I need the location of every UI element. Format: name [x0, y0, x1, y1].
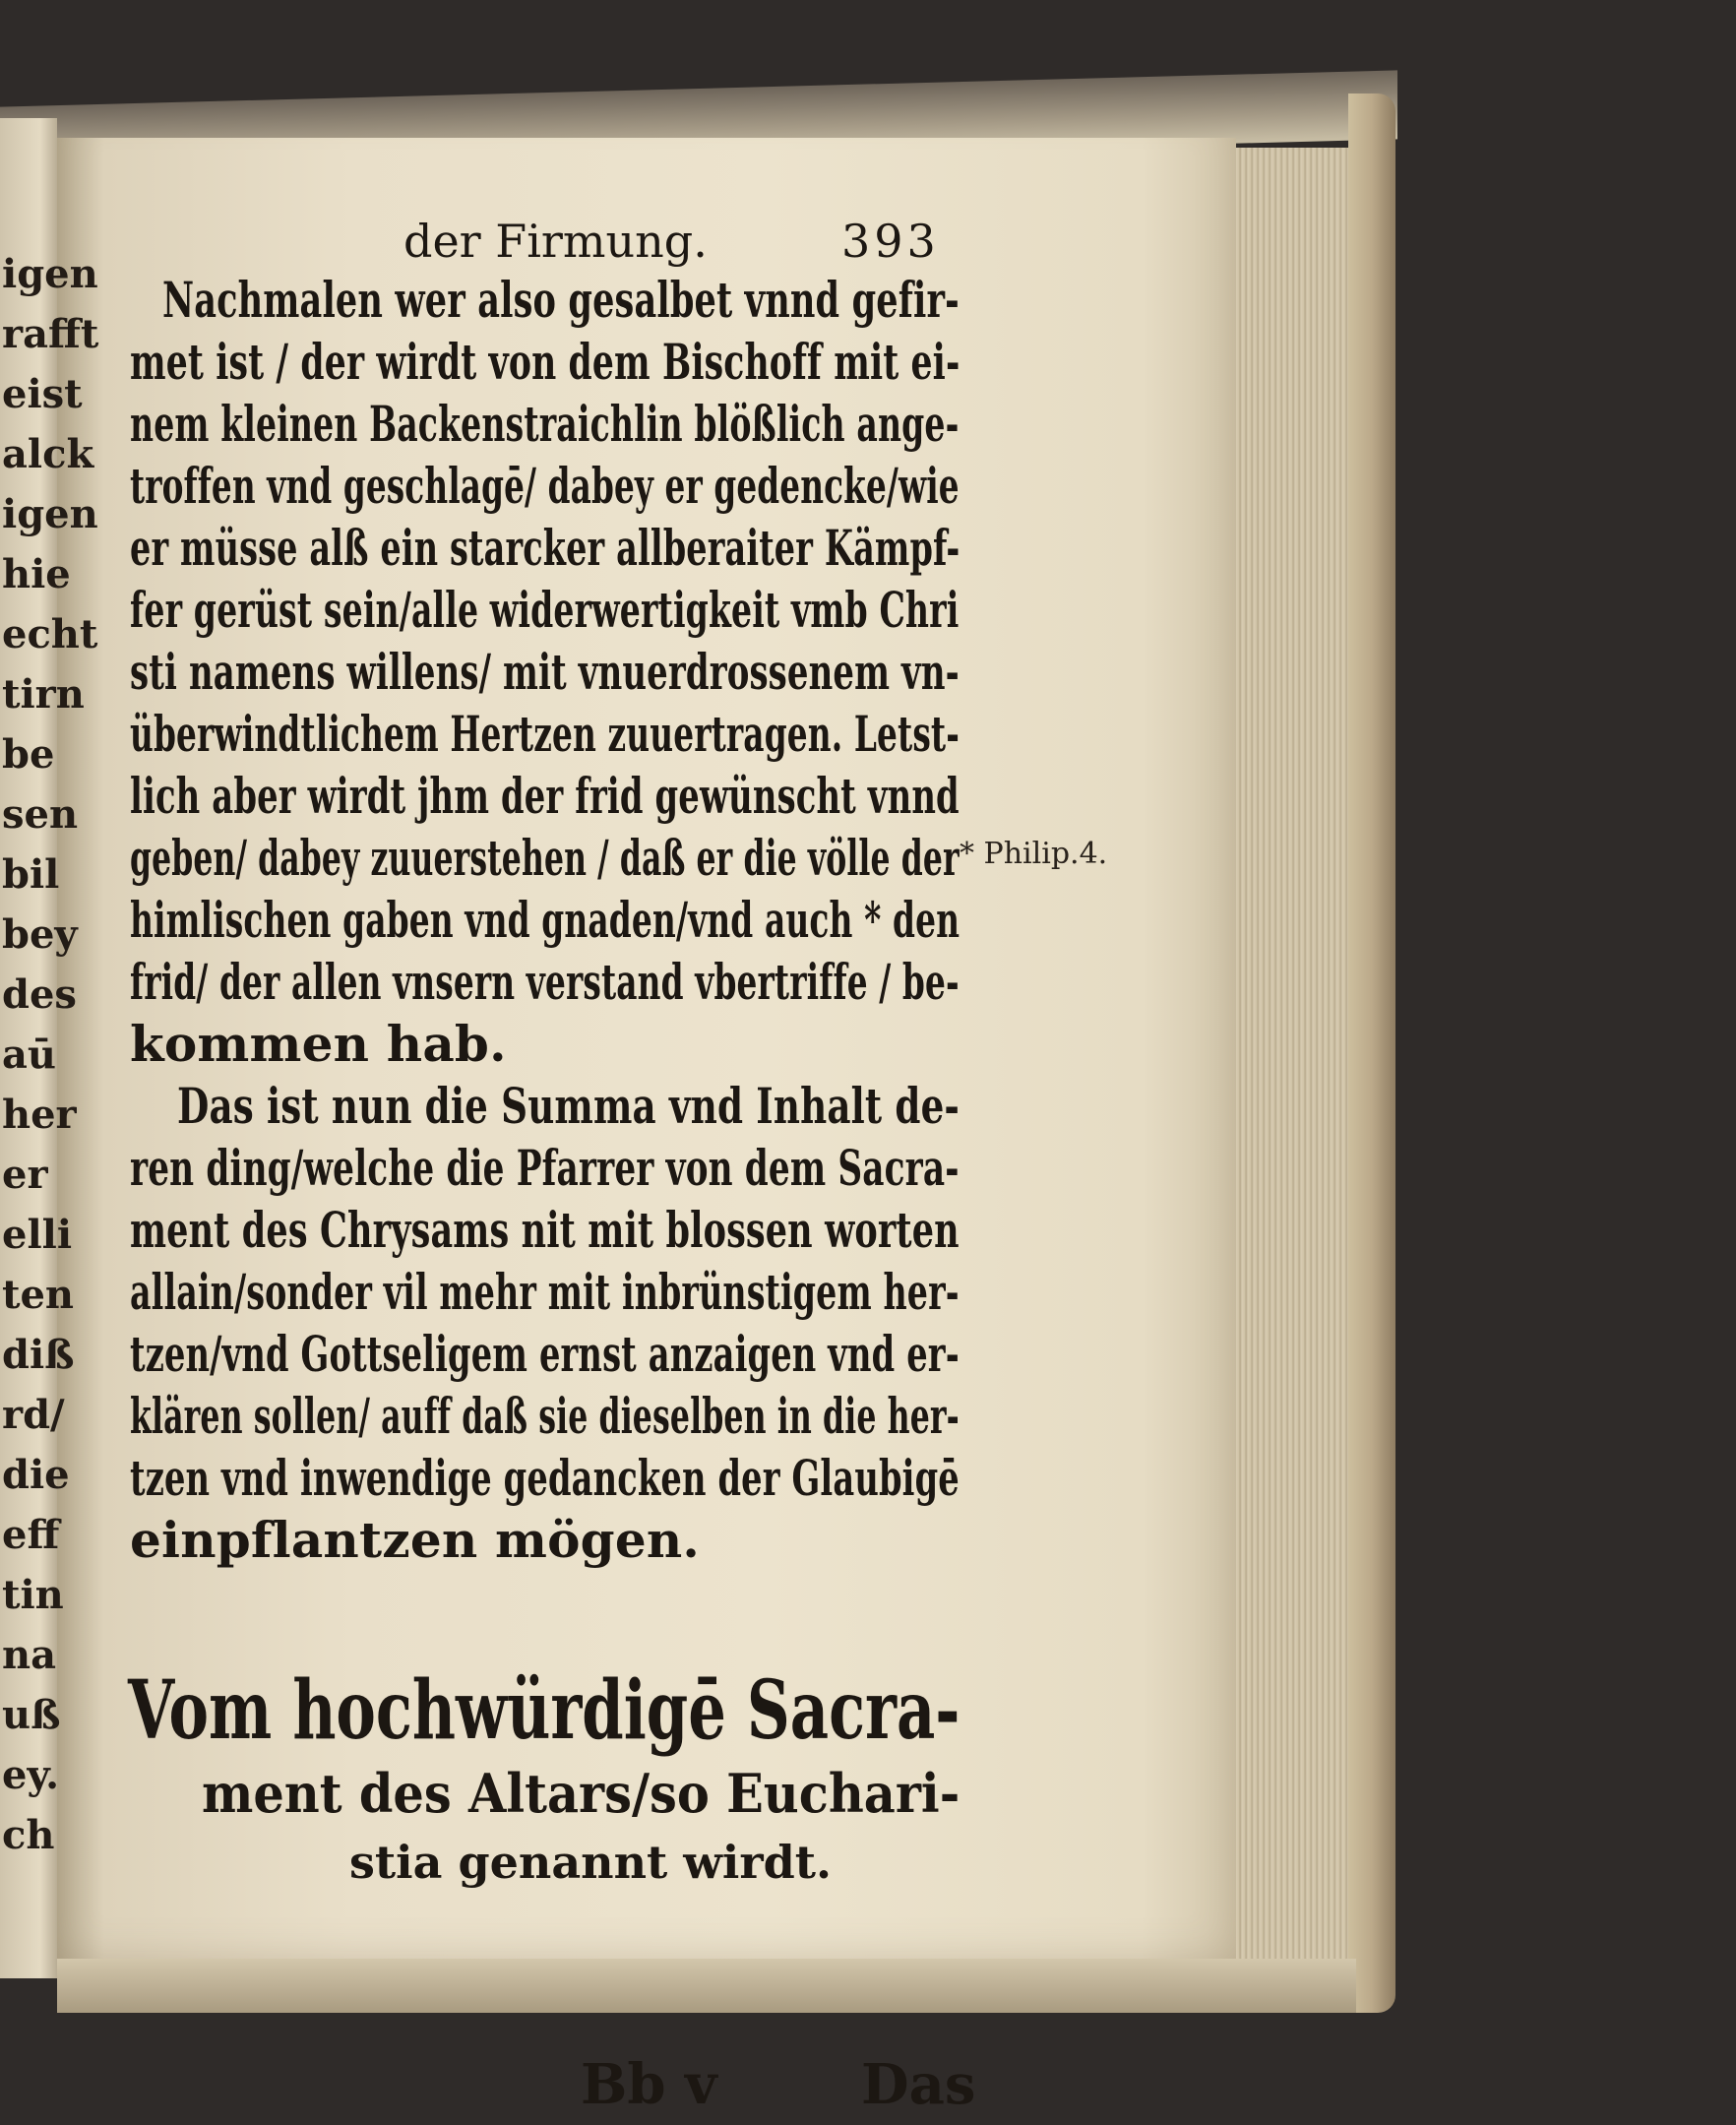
- left-page-fragment: echt: [2, 611, 98, 657]
- section-heading-line: stia genannt wirdt.: [349, 1836, 833, 1889]
- text-line: met ist / der wirdt von dem Bischoff mit ei-: [130, 333, 961, 391]
- left-page-fragment: eff: [2, 1512, 60, 1558]
- left-page-fragment: be: [2, 731, 55, 778]
- book-cover-edge: [1348, 94, 1395, 2013]
- text-line: troffen vnd geschlagē/ dabey er gedencke/wie: [130, 457, 960, 515]
- text-line: nem kleinen Backenstraichlin blößlich ange-: [130, 395, 960, 453]
- text-line: allain/sonder vil mehr mit inbrünstigem her-: [130, 1263, 960, 1321]
- running-head: der Firmung.: [403, 215, 708, 268]
- left-page-fragment: ey.: [2, 1752, 60, 1798]
- text-line: geben/ dabey zuuerstehen / daß er die völle der: [130, 829, 960, 887]
- text-line: überwindtlichem Hertzen zuuertragen. Letst-: [130, 705, 960, 763]
- catchword: Das: [861, 2052, 976, 2117]
- text-line: sti namens willens/ mit vnuerdrossenem vn-: [130, 643, 960, 701]
- text-line: ment des Chrysams nit mit blossen worten: [130, 1201, 960, 1259]
- left-page-fragment: ten: [2, 1272, 75, 1318]
- left-page-fragment: igen: [2, 491, 98, 537]
- text-line: klären sollen/ auff daß sie dieselben in die her-: [130, 1387, 960, 1445]
- text-line: er müsse alß ein starcker allberaiter Kämpf-: [130, 519, 961, 577]
- left-page-fragment: rafft: [2, 311, 99, 357]
- text-line: fer gerüst sein/alle widerwertigkeit vmb Chri: [130, 581, 960, 639]
- left-page-fragment: her: [2, 1092, 77, 1138]
- text-line: Nachmalen wer also gesalbet vnnd gefir-: [162, 271, 960, 329]
- text-line: kommen hab.: [130, 1015, 507, 1073]
- left-page-fragment: bil: [2, 851, 60, 898]
- page-edges: [1236, 148, 1358, 1969]
- left-page-fragment: na: [2, 1632, 56, 1678]
- text-line: einpflantzen mögen.: [130, 1511, 701, 1569]
- left-page-fragment: diß: [2, 1332, 75, 1378]
- margin-note: * Philip.4.: [960, 837, 1108, 871]
- left-page-fragment: die: [2, 1452, 70, 1498]
- left-page-fragment: des: [2, 971, 77, 1018]
- text-line: tzen/vnd Gottseligem ernst anzaigen vnd er-: [130, 1325, 960, 1383]
- section-heading: Vom hochwürdigē Sacra-: [128, 1663, 961, 1758]
- page-number: 393: [841, 215, 940, 268]
- left-page-fragment: aū: [2, 1031, 56, 1078]
- left-page-fragment: sen: [2, 791, 79, 838]
- left-page-fragment: alck: [2, 431, 94, 477]
- signature-mark: Bb v: [581, 2052, 717, 2117]
- section-heading-line: ment des Altars/so Euchari-: [202, 1762, 961, 1825]
- left-page-fragment: tin: [2, 1572, 64, 1618]
- left-page-fragment: uß: [2, 1692, 61, 1738]
- page-bottom-edge: [57, 1959, 1356, 2013]
- text-line: himlischen gaben vnd gnaden/vnd auch * den: [130, 891, 961, 949]
- left-page-fragment: tirn: [2, 671, 85, 718]
- text-line: frid/ der allen vnsern verstand vbertriffe / be-: [130, 953, 960, 1011]
- text-line: Das ist nun die Summa vnd Inhalt de-: [177, 1077, 961, 1135]
- left-page-fragment: hie: [2, 551, 71, 597]
- left-page-fragment: bey: [2, 911, 78, 958]
- left-page-fragment: elli: [2, 1212, 73, 1258]
- text-line: tzen vnd inwendige gedancken der Glaubigē: [130, 1449, 960, 1507]
- left-page-fragment: er: [2, 1152, 48, 1198]
- text-line: ren ding/welche die Pfarrer von dem Sacra-: [130, 1139, 960, 1197]
- left-page-fragment: igen: [2, 251, 98, 297]
- left-page-fragment: eist: [2, 371, 83, 417]
- text-line: lich aber wirdt jhm der frid gewünscht vnnd: [130, 767, 960, 825]
- left-page-fragment: rd/: [2, 1392, 65, 1438]
- left-page-fragment: ch: [2, 1812, 55, 1858]
